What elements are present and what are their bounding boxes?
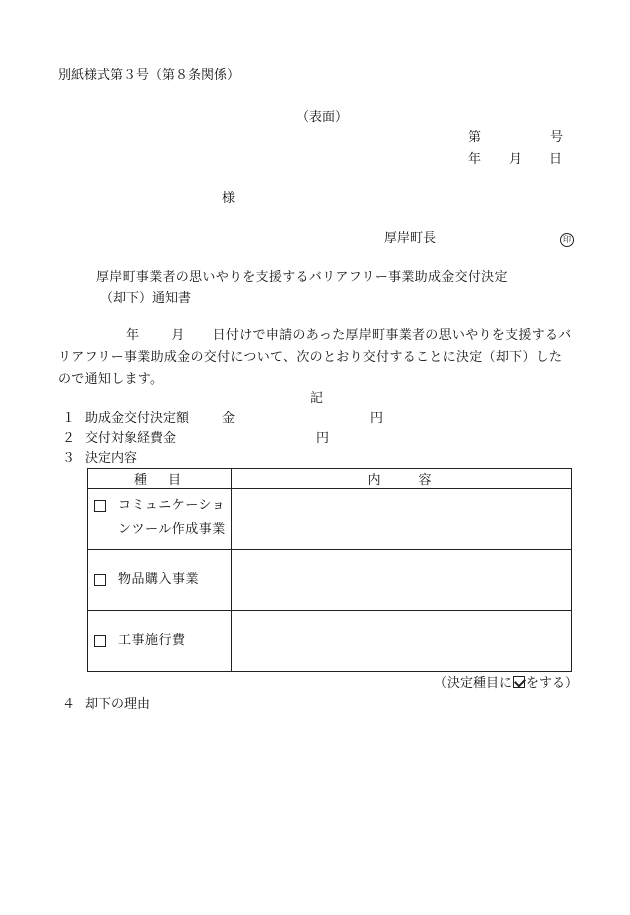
item-1-kin: 金 [222,411,236,426]
checkbox-communication[interactable] [94,500,106,512]
item-2-label: 交付対象経費金 [85,431,177,446]
checkmark-box-icon [513,676,525,688]
ki-heading: 記 [310,391,324,406]
item-2-number: ２ [62,431,76,446]
item-4-number: ４ [62,697,76,712]
title-line-1: 厚岸町事業者の思いやりを支援するバリアフリー事業助成金交付決定 [96,270,508,285]
title-line-2: （却下）通知書 [100,291,192,306]
row-1-line-2: ンツール作成事業 [118,522,226,537]
item-1-label: 助成金交付決定額 [85,411,190,426]
header-type: 種 目 [88,469,232,489]
side-label: （表面） [296,110,349,125]
seal-mark [560,231,574,247]
issuer: 厚岸町長 [384,231,437,246]
addressee-suffix: 様 [222,191,236,206]
checkbox-goods[interactable] [94,574,106,586]
table-row [88,611,572,672]
header-content: 内 容 [232,469,572,489]
body-paragraph [58,325,578,391]
date-day: 日 [549,152,563,167]
type-cell [88,489,232,550]
note-after: をする） [526,676,579,691]
body-year: 年 [126,328,140,343]
date-month: 月 [509,152,523,167]
table-row [88,550,572,611]
table-row [88,489,572,550]
type-cell [88,611,232,672]
body-line-2: リアフリー事業助成金の交付について、次のとおり交付することに決定（却下）した [58,350,563,365]
content-cell[interactable] [232,611,572,672]
row-3-label: 工事施行費 [118,633,186,648]
item-3-label: 決定内容 [85,451,138,466]
item-4-label: 却下の理由 [85,697,151,712]
decision-table [87,468,572,672]
table-header-row [88,469,572,489]
item-2-yen: 円 [316,431,330,446]
item-1-number: １ [62,411,76,426]
item-3-number: ３ [62,451,76,466]
doc-number-prefix: 第 [468,130,482,145]
type-cell [88,550,232,611]
row-2-label: 物品購入事業 [118,572,200,587]
item-1-yen: 円 [370,411,384,426]
date-year: 年 [468,152,482,167]
body-month: 月 [171,328,185,343]
form-label: 別紙様式第３号（第８条関係） [58,68,241,83]
content-cell[interactable] [232,489,572,550]
doc-number-suffix: 号 [550,130,564,145]
seal-icon: 印 [560,233,574,247]
check-note [434,676,578,692]
body-line-3: ので通知します。 [58,372,164,387]
content-cell[interactable] [232,550,572,611]
row-1-line-1: コミュニケーショ [118,498,226,513]
body-line-1: 日付けで申請のあった厚岸町事業者の思いやりを支援するバ [212,328,572,343]
checkbox-construction[interactable] [94,635,106,647]
note-before: （決定種目に [434,676,513,691]
